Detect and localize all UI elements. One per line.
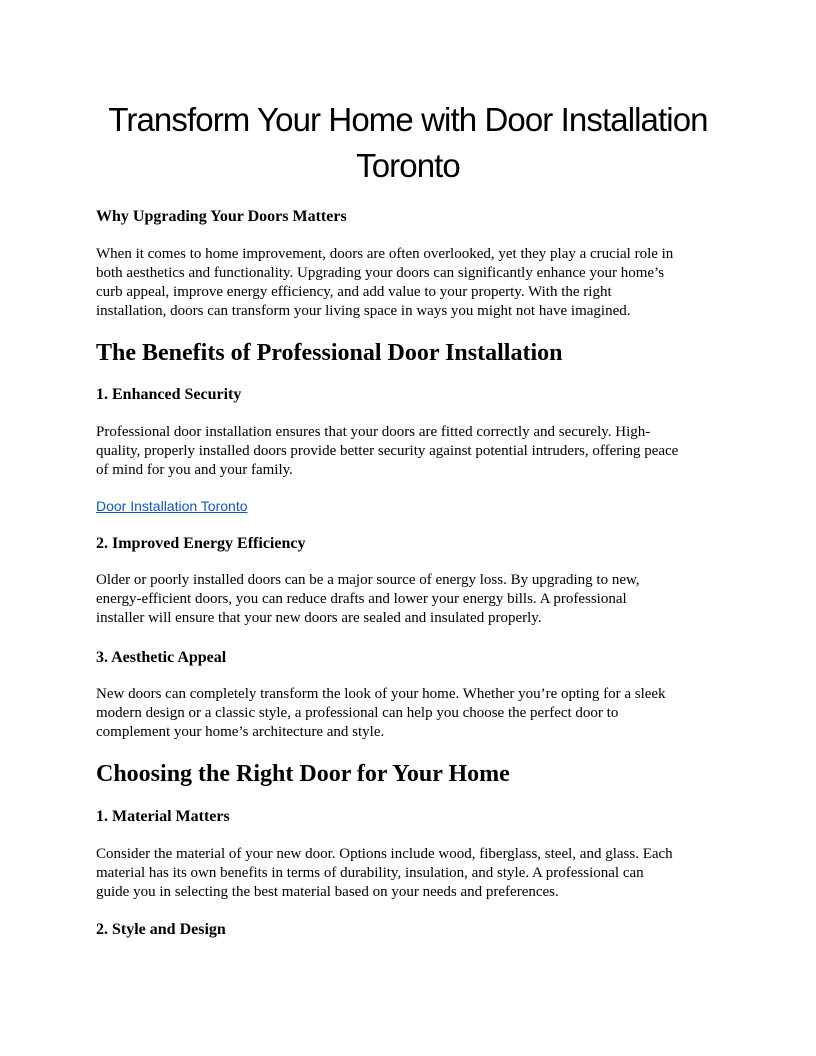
material-paragraph (96, 845, 720, 902)
why-line-1: When it comes to home improvement, doors are often overlooked, yet they play a crucial role in (96, 246, 674, 262)
why-line-2: both aesthetics and functionality. Upgrading your doors can significantly enhance your home’s (96, 265, 665, 281)
energy-line-2: energy-efficient doors, you can reduce drafts and lower your energy bills. A professional (96, 591, 627, 607)
why-line-4: installation, doors can transform your living space in ways you might not have imagined. (96, 303, 631, 319)
choosing-heading: Choosing the Right Door for Your Home (96, 761, 510, 787)
why-paragraph (96, 245, 720, 321)
material-line-2: material has its own benefits in terms of durability, insulation, and style. A professional can (96, 865, 644, 881)
material-line-1: Consider the material of your new door. Options include wood, fiberglass, steel, and glass. Each (96, 846, 673, 862)
material-heading: 1. Material Matters (96, 808, 230, 825)
page-title-line-2: Toronto (356, 147, 460, 184)
aesthetic-heading: 3. Aesthetic Appeal (96, 649, 227, 666)
security-paragraph (96, 423, 720, 480)
benefits-heading: The Benefits of Professional Door Installation (96, 340, 563, 366)
style-design-heading: 2. Style and Design (96, 921, 226, 938)
why-heading: Why Upgrading Your Doors Matters (96, 208, 347, 225)
aesthetic-line-2: modern design or a classic style, a professional can help you choose the perfect door to (96, 705, 619, 721)
page-title-line-1: Transform Your Home with Door Installation (108, 101, 708, 138)
door-installation-toronto-link[interactable]: Door Installation Toronto (96, 498, 248, 514)
aesthetic-line-3: complement your home’s architecture and style. (96, 724, 385, 740)
why-line-3: curb appeal, improve energy efficiency, and add value to your property. With the right (96, 284, 612, 300)
security-line-1: Professional door installation ensures that your doors are fitted correctly and securely. High- (96, 424, 651, 440)
page-title (96, 97, 720, 189)
security-line-2: quality, properly installed doors provide better security against potential intruders, offering peace (96, 443, 679, 459)
energy-paragraph (96, 571, 720, 628)
energy-heading: 2. Improved Energy Efficiency (96, 535, 306, 552)
security-heading: 1. Enhanced Security (96, 386, 242, 403)
energy-line-1: Older or poorly installed doors can be a major source of energy loss. By upgrading to new, (96, 572, 640, 588)
material-line-3: guide you in selecting the best material based on your needs and preferences. (96, 884, 559, 900)
energy-line-3: installer will ensure that your new doors are sealed and insulated properly. (96, 610, 542, 626)
aesthetic-line-1: New doors can completely transform the look of your home. Whether you’re opting for a sleek (96, 686, 666, 702)
security-line-3: of mind for you and your family. (96, 462, 293, 478)
aesthetic-paragraph (96, 685, 720, 742)
